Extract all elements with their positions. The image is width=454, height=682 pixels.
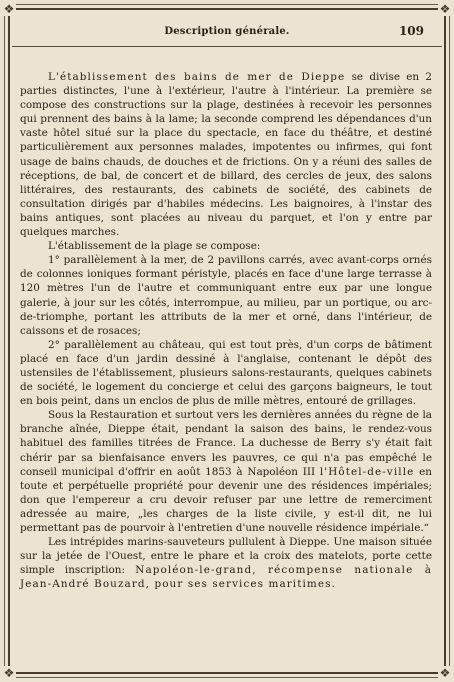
text-run: Sous la Restauration et surtout vers les dernières années du règne de la branche aînée, Dieppe était, pendant la saison des bains, le rendez-vous habituel des familles titrées de France. La duchesse de Berry s'y était fait chérir par sa bienfaisance envers les pauvres, ce qui n'a pas empêché le conseil municipal d'offrir en août 1853 à Napoléon III xyxy=(20,409,432,478)
text-run: se divise en 2 parties distinctes, l'une à l'extérieur, l'autre à l'intérieur. La première se compose des constructions sur la plage, destinées à recevoir les personnes qui prennent des bains à la lame; la seconde comprend les dépendances d'un vaste hôtel situé sur la place du spectacle, en face du théâtre, et destiné particulièrement aux personnes malades, impotentes ou infirmes, qui font usage de bains chauds, de douches et de frictions. On y a réuni des salles de réceptions, de bal, de concert et de billard, des cercles de jeux, des salons littéraires, des restaurants, des cabinets de société, des cabinets de consultation dirigés par d'habiles médecins. Les baignoires, à l'instar des bains antiques, sont placées au niveau du parquet, et l'on y entre par quelques marches. xyxy=(20,71,432,239)
body-text xyxy=(20,70,432,591)
paragraph xyxy=(20,408,432,535)
corner-ornament-icon: ❖ xyxy=(439,2,451,16)
paragraph xyxy=(20,239,432,253)
header-rule xyxy=(12,46,442,47)
corner-ornament-icon: ❖ xyxy=(3,666,15,680)
running-head: Description générale. xyxy=(164,26,290,37)
corner-ornament-icon: ❖ xyxy=(3,2,15,16)
corner-ornament-icon: ❖ xyxy=(439,666,451,680)
text-run: en toute et perpétuelle propriété pour devenir une des résidences impériales; don que l'empereur a cru devoir refuser par une lettre de remerciment adressée au maire, „les charges de la liste civile, y est-il dit, ne lui permettant pas de pourvoir à l'entretien d'une nouvelle résidence impériale.“ xyxy=(20,465,432,534)
paragraph xyxy=(20,535,432,591)
paragraph xyxy=(20,70,432,239)
paragraph xyxy=(20,253,432,338)
spaced-text: L'établissement des bains de mer de Dieppe xyxy=(48,71,346,83)
spaced-text: l'Hôtel-de-ville xyxy=(319,465,415,478)
text-run: 1° parallèlement à la mer, de 2 pavillons carrés, avec avant-corps ornés de colonnes ioniques formant péristyle, placés en face d'une large terrasse à 120 mètres l'un de l'autre et communiquant entre eux par une longue galerie, à jour sur les côtés, interrompue, au milieu, par un portique, ou arc-de-triomphe, portant les attributs de la mer et orné, dans l'intérieur, de caissons et de rosaces; xyxy=(20,254,432,337)
paragraph xyxy=(20,338,432,408)
page-number: 109 xyxy=(398,24,424,38)
text-run: 2° parallèlement au château, qui est tout près, d'un corps de bâtiment placé en face d'un jardin dessiné à l'anglaise, contenant le dépôt des ustensiles de l'établissement, plusieurs salons-restaurants, quelques cabinets de société, le logement du concierge et celui des garçons baigneurs, le tout en bois peint, dans un enclos de plus de mille mètres, entouré de grillages. xyxy=(20,338,432,408)
text-run: Les intrépides marins-sauveteurs pullulent à Dieppe. Une maison située sur la jetée de l'Ouest, entre le phare et la croix des matelots, porte cette simple inscription: xyxy=(20,536,432,577)
spaced-text: Napoléon-le-grand, récompense nationale à Jean-André Bouzard, pour ses services maritimes. xyxy=(20,564,432,591)
text-run: L'établissement de la plage se compose: xyxy=(48,240,261,253)
